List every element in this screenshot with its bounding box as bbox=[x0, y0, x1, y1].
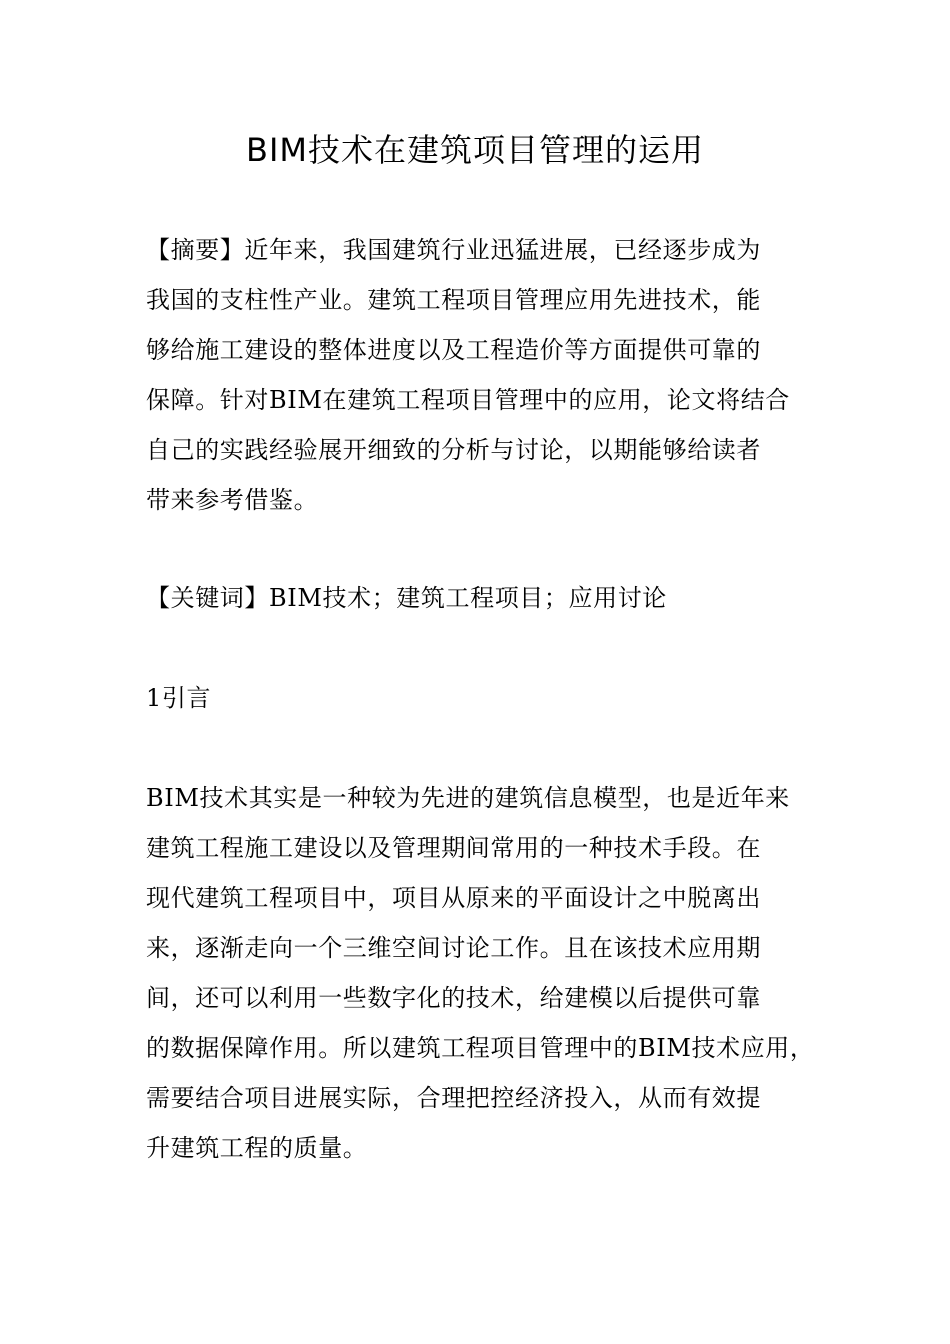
abstract-line: 带来参考借鉴。 bbox=[146, 486, 319, 514]
abstract-line: 保障。针对BIM在建筑工程项目管理中的应用，论文将结合 bbox=[146, 386, 790, 414]
intro-line: 现代建筑工程项目中，项目从原来的平面设计之中脱离出 bbox=[146, 884, 761, 912]
abstract-line: 我国的支柱性产业。建筑工程项目管理应用先进技术，能 bbox=[146, 286, 761, 314]
intro-line: 来，逐渐走向一个三维空间讨论工作。且在该技术应用期 bbox=[146, 934, 761, 962]
intro-line: 建筑工程施工建设以及管理期间常用的一种技术手段。在 bbox=[146, 834, 761, 862]
keywords-line: 【关键词】BIM技术；建筑工程项目；应用讨论 bbox=[146, 584, 667, 612]
intro-line: 的数据保障作用。所以建筑工程项目管理中的BIM技术应用， bbox=[146, 1034, 815, 1062]
intro-line: 间，还可以利用一些数字化的技术，给建模以后提供可靠 bbox=[146, 984, 761, 1012]
intro-line: 升建筑工程的质量。 bbox=[146, 1134, 368, 1162]
document-title: BIM技术在建筑项目管理的运用 bbox=[245, 131, 704, 169]
abstract-line: 【摘要】近年来，我国建筑行业迅猛进展，已经逐步成为 bbox=[146, 236, 761, 264]
abstract-line: 够给施工建设的整体进度以及工程造价等方面提供可靠的 bbox=[146, 336, 761, 364]
section-heading: 1引言 bbox=[146, 684, 212, 712]
intro-line: BIM技术其实是一种较为先进的建筑信息模型，也是近年来 bbox=[146, 784, 790, 812]
intro-line: 需要结合项目进展实际，合理把控经济投入，从而有效提 bbox=[146, 1084, 761, 1112]
abstract-line: 自己的实践经验展开细致的分析与讨论，以期能够给读者 bbox=[146, 436, 761, 464]
